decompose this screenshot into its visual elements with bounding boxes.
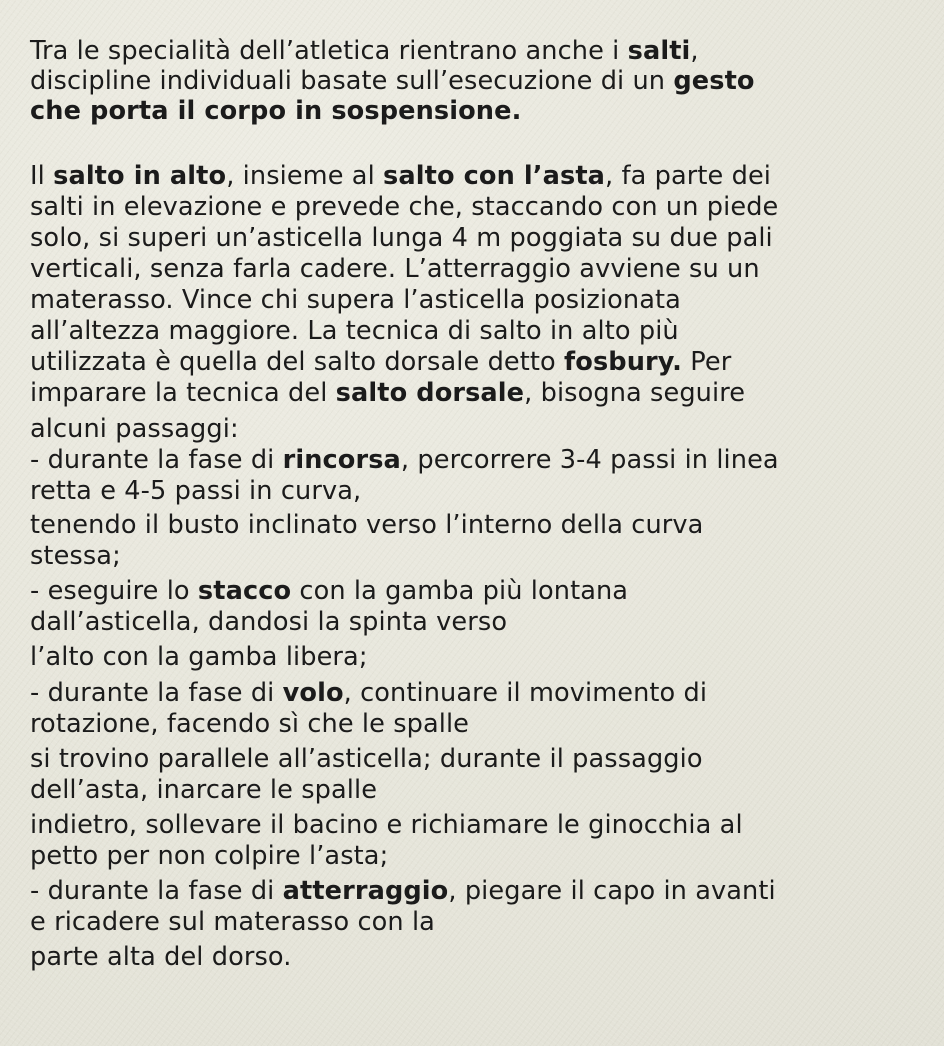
document-body — [30, 36, 930, 973]
text-run: - durante la fase di — [30, 876, 283, 906]
text-run: , bisogna seguire — [524, 378, 746, 408]
text-run: con la gamba più lontana — [291, 576, 629, 606]
text-line: dall’asticella, dandosi la spinta verso — [30, 607, 508, 637]
text-line: solo, si superi un’asticella lunga 4 m poggiata su due pali — [30, 223, 773, 253]
text-line: petto per non colpire l’asta; — [30, 841, 389, 871]
list-item-line — [30, 445, 930, 476]
text-run: Per — [682, 347, 732, 377]
text-line: verticali, senza farla cadere. L’atterraggio avviene su un — [30, 254, 760, 284]
text-line: all’altezza maggiore. La tecnica di salto in alto più — [30, 316, 679, 346]
text-line: l’alto con la gamba libera; — [30, 642, 368, 672]
text-line — [30, 161, 930, 192]
text-line: si trovino parallele all’asticella; durante il passaggio — [30, 744, 703, 774]
text-run: - eseguire lo — [30, 576, 198, 606]
text-line: indietro, sollevare il bacino e richiamare le ginocchia al — [30, 810, 743, 840]
text-line — [30, 378, 930, 409]
bold-term-stacco: stacco — [197, 576, 292, 606]
list-item-line — [30, 677, 930, 709]
bold-term-gesto: gesto — [673, 66, 755, 96]
bold-term-rincorsa: rincorsa — [282, 445, 401, 475]
high-jump-paragraph — [30, 161, 930, 973]
text-line — [30, 96, 930, 126]
paragraph-gap — [30, 126, 930, 161]
text-run: Il — [30, 161, 54, 191]
text-line: rotazione, facendo sì che le spalle — [30, 709, 470, 739]
intro-paragraph — [30, 36, 930, 126]
text-run: - durante la fase di — [30, 678, 283, 708]
text-run: , fa parte dei — [605, 161, 772, 191]
bold-term-salto-dorsale: salto dorsale — [335, 378, 525, 408]
text-run: Tra le specialità dell’atletica rientrano anche i — [30, 36, 628, 66]
text-run: , continuare il movimento di — [343, 678, 708, 708]
text-run: , percorrere 3-4 passi in linea — [400, 445, 779, 475]
text-run: , insieme al — [226, 161, 384, 191]
text-line: materasso. Vince chi supera l’asticella posizionata — [30, 285, 681, 315]
text-line: tenendo il busto inclinato verso l’interno della curva — [30, 510, 704, 540]
bold-term-sospensione: che porta il corpo in sospensione. — [30, 96, 522, 126]
text-run: utilizzata è quella del salto dorsale detto — [30, 347, 565, 377]
text-run: imparare la tecnica del — [30, 378, 336, 408]
text-run: , piegare il capo in avanti — [448, 876, 776, 906]
text-line: retta e 4-5 passi in curva, — [30, 476, 362, 506]
text-line: e ricadere sul materasso con la — [30, 907, 435, 937]
bold-term-salto-in-alto: salto in alto — [53, 161, 227, 191]
list-item-line — [30, 575, 930, 607]
text-line: parte alta del dorso. — [30, 942, 292, 972]
text-line — [30, 66, 930, 96]
text-line — [30, 36, 930, 66]
text-line: stessa; — [30, 541, 121, 571]
bold-term-volo: volo — [282, 678, 344, 708]
text-run: , — [690, 36, 699, 66]
bold-term-salto-con-asta: salto con l’asta — [383, 161, 606, 191]
text-line: dell’asta, inarcare le spalle — [30, 775, 378, 805]
list-item-line — [30, 875, 930, 907]
text-line: alcuni passaggi: — [30, 414, 239, 444]
text-run: discipline individuali basate sull’esecuzione di un — [30, 66, 674, 96]
bold-term-atterraggio: atterraggio — [282, 876, 449, 906]
text-line: salti in elevazione e prevede che, staccando con un piede — [30, 192, 779, 222]
bold-term-fosbury: fosbury. — [564, 347, 683, 377]
text-line — [30, 347, 930, 378]
text-run: - durante la fase di — [30, 445, 283, 475]
bold-term-salti: salti — [627, 36, 691, 66]
